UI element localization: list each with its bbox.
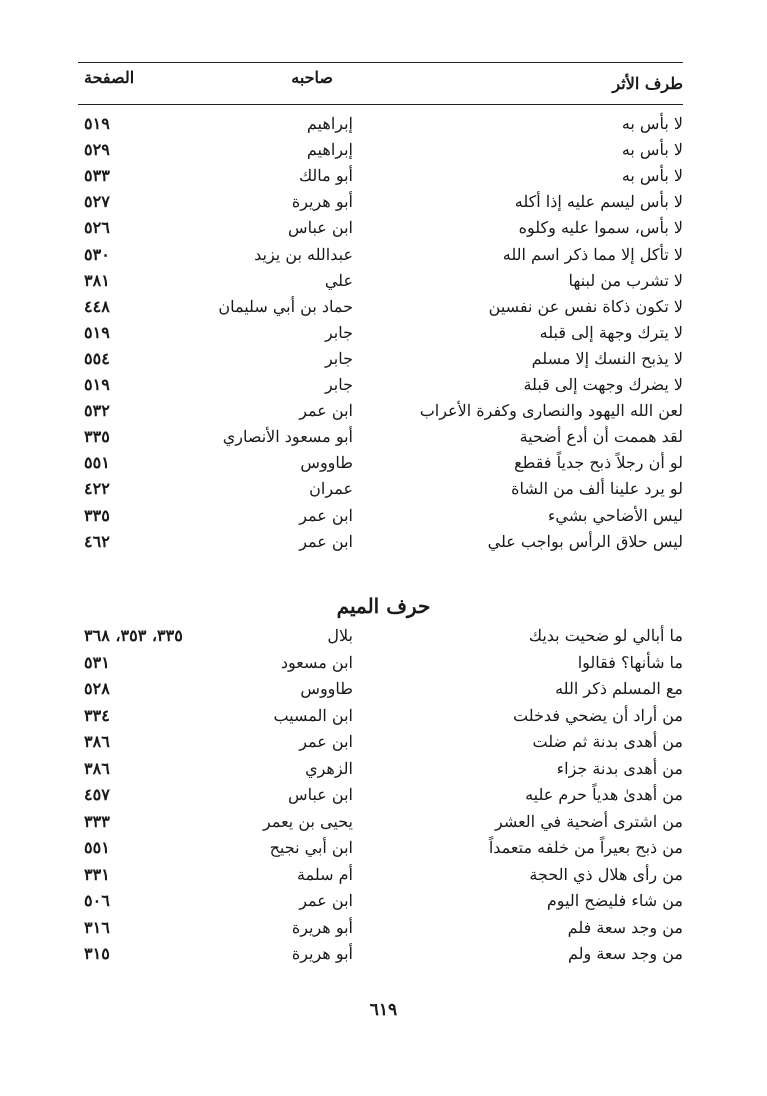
entry-narrator: أم سلمة (297, 864, 353, 884)
entry-narrator: ابن عمر (299, 401, 353, 421)
entry-narrator: ابن عمر (299, 891, 353, 910)
entry-text: لا تكون ذكاة نفس عن نفسين (488, 296, 683, 316)
table-row (78, 140, 683, 166)
section-title: حرف الميم (336, 594, 431, 618)
table-row (78, 506, 683, 532)
entry-text: لا تشرب من لبنها (568, 270, 683, 290)
entry-narrator: ابن عمر (299, 531, 353, 551)
entry-narrator: طاووس (300, 453, 353, 473)
header-bottom-rule (78, 104, 683, 105)
entry-text: مع المسلم ذكر الله (555, 679, 683, 698)
entry-page: ٥٥٤ (84, 348, 110, 368)
entry-page: ٣١٥ (84, 944, 110, 963)
entry-page: ٥١٩ (84, 375, 110, 394)
entry-page: ٤٥٧ (84, 785, 110, 804)
entry-text: من وجد سعة ولم (568, 944, 683, 963)
table-row (78, 323, 683, 349)
entry-page: ٣١٦ (84, 917, 110, 937)
entry-page: ٣٨٦ (84, 732, 110, 751)
entry-text: من أراد أن يضحي فدخلت (513, 705, 683, 725)
entry-page: ٥١٩ (84, 114, 110, 133)
entry-page: ٣٣٣ (84, 811, 110, 831)
table-row (78, 679, 683, 705)
table-row (78, 812, 683, 838)
table-row (78, 706, 683, 732)
table-row (78, 838, 683, 864)
entry-narrator: جابر (324, 348, 353, 368)
entry-text: لو أن رجلاً ذبح جدياً فقطع (514, 453, 683, 473)
table-row (78, 532, 683, 558)
table-row (78, 865, 683, 891)
table-row (78, 918, 683, 944)
table-row (78, 759, 683, 785)
entry-text: لا بأس به (621, 140, 683, 160)
entry-page: ٤٤٨ (84, 296, 110, 316)
entry-narrator: طاووس (300, 679, 353, 698)
entry-narrator: ابن المسيب (273, 705, 353, 725)
entry-text: لا تأكل إلا مما ذكر اسم الله (502, 244, 683, 264)
entry-narrator: أبو مالك (298, 166, 353, 186)
entry-page: ٥٣١ (84, 652, 110, 672)
entry-page: ٥٠٦ (84, 891, 110, 910)
entry-narrator: عبدالله بن يزيد (254, 244, 353, 264)
entry-page: ٥١٩ (84, 322, 110, 342)
entry-narrator: أبو مسعود الأنصاري (222, 427, 353, 447)
entry-narrator: عمران (309, 479, 353, 499)
entry-text: لا يترك وجهة إلى قبله (539, 322, 683, 342)
entry-page: ٤٦٢ (84, 531, 110, 551)
entry-text: من أهدىٰ هدياً حرم عليه (525, 785, 683, 804)
entry-text: من اشترى أضحية في العشر (494, 811, 683, 831)
header-top-rule (78, 62, 683, 63)
entry-narrator: أبو هريرة (291, 192, 353, 212)
entry-narrator: جابر (324, 322, 353, 342)
table-row (78, 297, 683, 323)
table-row (78, 453, 683, 479)
entry-narrator: ابن مسعود (280, 652, 353, 672)
entry-page: ٣٣٥ (84, 505, 110, 525)
table-row (78, 891, 683, 917)
table-row (78, 427, 683, 453)
entry-narrator: ابن أبي نجيح (269, 838, 353, 857)
entry-page: ٣٨١ (84, 270, 110, 290)
table-row (78, 653, 683, 679)
entry-text: من أهدى بدنة جزاء (556, 758, 683, 778)
entry-narrator: إبراهيم (306, 114, 353, 133)
table-row (78, 732, 683, 758)
entry-page: ٥٥١ (84, 838, 110, 857)
table-row (78, 245, 683, 271)
entry-text: من رأى هلال ذي الحجة (529, 864, 683, 884)
table-row (78, 114, 683, 140)
entry-text: لا يذبح النسك إلا مسلم (531, 348, 683, 368)
entry-text: ليس الأضاحي بشيء (547, 505, 683, 525)
entry-narrator: ابن عباس (288, 785, 353, 804)
entry-page: ٥٣٣ (84, 166, 110, 186)
table-row (78, 626, 683, 652)
entry-page: ٣٣٤ (84, 705, 110, 725)
table-row (78, 349, 683, 375)
table-row (78, 375, 683, 401)
entry-text: لعن الله اليهود والنصارى وكفرة الأعراب (419, 401, 683, 421)
entry-page: ٥٢٦ (84, 218, 110, 238)
table-row (78, 166, 683, 192)
entry-narrator: أبو هريرة (291, 917, 353, 937)
entry-narrator: ابن عباس (288, 218, 353, 238)
entry-page: ٥٢٨ (84, 679, 110, 698)
entry-text: لقد هممت أن أدع أضحية (519, 427, 683, 447)
table-row (78, 192, 683, 218)
entry-text: ليس حلاق الرأس بواجب علي (487, 531, 683, 551)
entry-text: من أهدى بدنة ثم ضلت (532, 732, 683, 751)
entry-page: ٥٢٩ (84, 140, 110, 160)
entry-text: لا يضرك وجهت إلى قبلة (523, 375, 683, 394)
header-page-column: الصفحة (84, 68, 135, 87)
entry-page: ٣٣١ (84, 864, 110, 884)
entry-text: ما شأنها؟ فقالوا (577, 652, 683, 672)
table-row (78, 401, 683, 427)
entry-text: من شاء فليضح اليوم (546, 891, 683, 910)
table-row (78, 271, 683, 297)
entry-narrator: أبو هريرة (291, 944, 353, 963)
table-header (78, 66, 683, 100)
entry-page: ٥٥١ (84, 453, 110, 473)
entry-narrator: حماد بن أبي سليمان (218, 296, 353, 316)
entry-narrator: إبراهيم (306, 140, 353, 160)
entry-text: لا بأس ليسم عليه إذا أكله (514, 192, 683, 212)
entry-narrator: الزهري (305, 758, 353, 778)
entry-text: لا بأس به (621, 166, 683, 186)
entry-page: ٤٢٢ (84, 479, 110, 499)
entry-text: لا بأس به (621, 114, 683, 133)
entry-text: من وجد سعة فلم (567, 917, 683, 937)
entry-text: لو يرد علينا ألف من الشاة (511, 479, 683, 499)
entry-narrator: علي (324, 270, 353, 290)
entry-text: لا بأس، سموا عليه وكلوه (518, 218, 683, 238)
table-row (78, 785, 683, 811)
entry-text: من ذبح بعيراً من خلفه متعمداً (488, 838, 683, 857)
table-row (78, 218, 683, 244)
entry-page: ٣٨٦ (84, 758, 110, 778)
entry-narrator: يحيى بن يعمر (263, 811, 353, 831)
entry-narrator: بلال (327, 626, 353, 645)
table-row (78, 479, 683, 505)
entry-page: ٥٢٧ (84, 192, 110, 212)
page-number: ٦١٩ (369, 1000, 398, 1020)
entry-page: ٣٣٥ (84, 427, 110, 447)
entry-narrator: ابن عمر (299, 732, 353, 751)
header-text-column: طرف الأثر (612, 74, 683, 93)
entry-page: ٥٣٠ (84, 244, 110, 264)
table-row (78, 944, 683, 970)
entry-narrator: جابر (324, 375, 353, 394)
entry-page: ٣٣٥، ٣٥٣، ٣٦٨ (84, 626, 183, 645)
header-narrator-column: صاحبه (291, 68, 333, 87)
entry-page: ٥٣٢ (84, 401, 110, 421)
entry-narrator: ابن عمر (299, 505, 353, 525)
entry-text: ما أبالي لو ضحيت بديك (528, 626, 683, 645)
